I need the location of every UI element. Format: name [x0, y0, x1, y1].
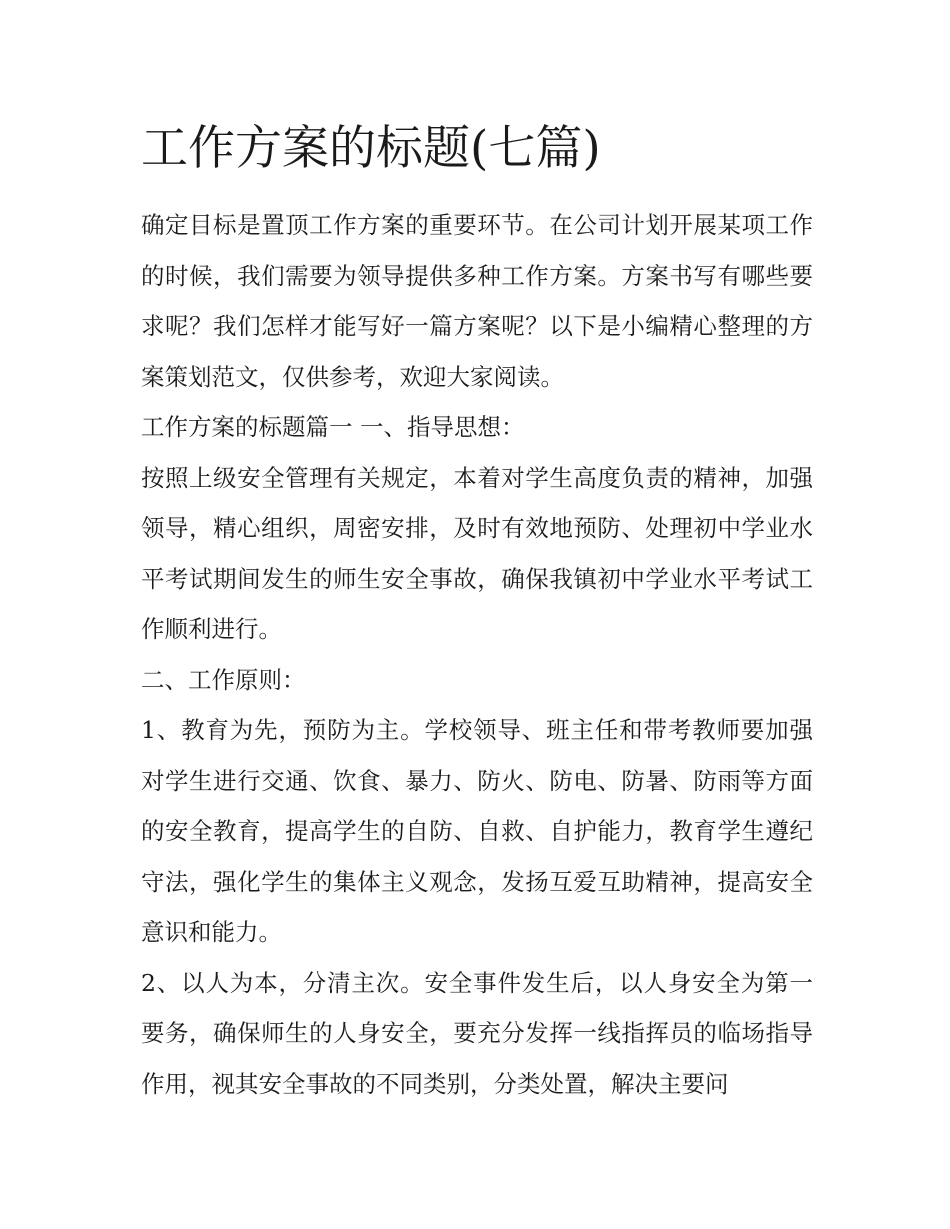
section-heading-work-principles: 二、工作原则：: [141, 665, 306, 694]
intro-paragraph: 确定目标是置顶工作方案的重要环节。在公司计划开展某项工作的时候，我们需要为领导提供多种工作方案。方案书写有哪些要求呢？我们怎样才能写好一篇方案呢？以下是小编精心整理的方案策划范文，仅供参考，欢迎大家阅读。: [141, 211, 813, 391]
paragraph-guiding-ideology: 按照上级安全管理有关规定，本着对学生高度负责的精神，加强领导，精心组织，周密安排，及时有效地预防、处理初中学业水平考试期间发生的师生安全事故，确保我镇初中学业水平考试工作顺利进行。: [141, 463, 813, 643]
paragraph-principle-1: 1、教育为先，预防为主。学校领导、班主任和带考教师要加强对学生进行交通、饮食、暴力、防火、防电、防暑、防雨等方面的安全教育，提高学生的自防、自救、自护能力，教育学生遵纪守法，强化学生的集体主义观念，发扬互爱互助精神，提高安全意识和能力。: [141, 716, 813, 946]
document-title: 工作方案的标题(七篇): [141, 121, 601, 176]
document-body: [141, 200, 813, 1109]
document-content: [141, 118, 813, 1109]
section-heading-guiding-ideology: 工作方案的标题篇一 一、指导思想：: [141, 413, 525, 441]
paragraph-principle-2: 2、以人为本，分清主次。安全事件发生后，以人身安全为第一要务，确保师生的人身安全，要充分发挥一线指挥员的临场指导作用，视其安全事故的不同类别，分类处置，解决主要问: [141, 968, 813, 1098]
